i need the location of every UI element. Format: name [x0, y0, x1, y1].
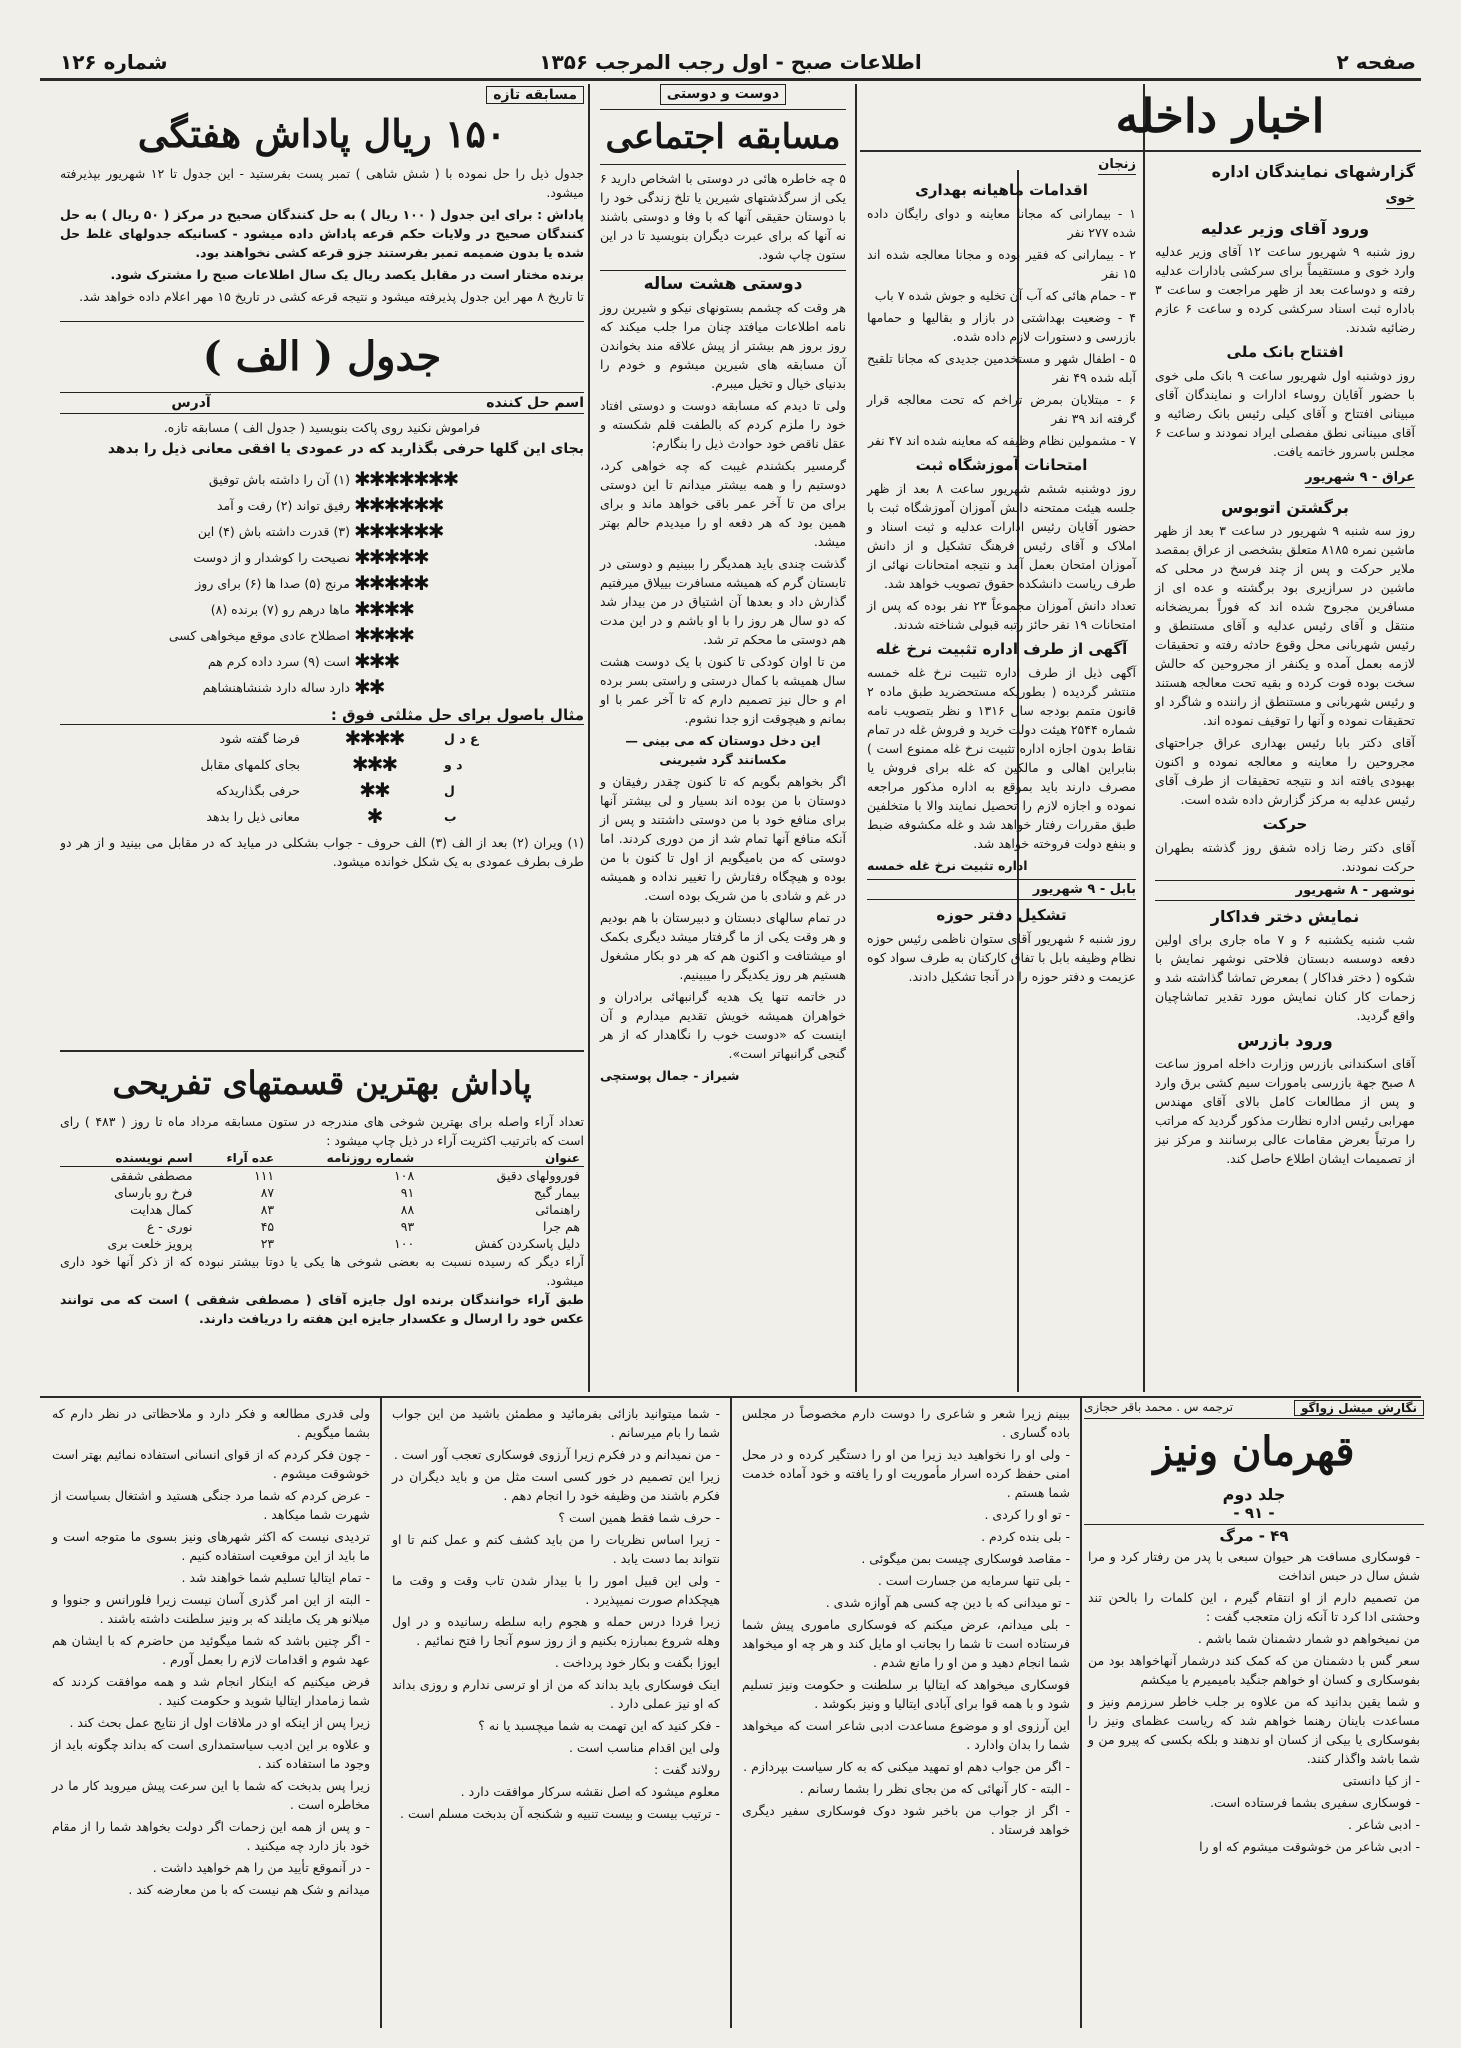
paragraph: - بلی تنها سرمایه من جسارت است . [877, 1573, 1070, 1588]
table-header: عده آراء [197, 1150, 279, 1167]
paragraph-sign: اداره تثبیت نرخ غله خمسه [867, 858, 1028, 873]
city-khoy: خوی [1386, 189, 1415, 209]
table-cell: ۴۵ [260, 1219, 275, 1234]
puzzle-intro-block [60, 164, 584, 309]
table-cell: ۲۳ [260, 1236, 275, 1251]
paragraph: شب شنبه یکشنبه ۶ و ۷ ماه جاری برای اولین دفعه دوسسه دبستان فلاحتی نوشهر نمایش با شکوه ( دختر فداکار ) بمعرض تماشا گذاشته شد و زحمات کار کنان نمایش مورد تقدیر تماشاچیان واقع گردید. [1155, 932, 1415, 1023]
puzzle-clue: مرنج (۵) صدا ها (۶) برای روز [195, 575, 350, 591]
list-item: ۲ - بیمارانی که فقیر بوده و مجانا معالجه شده اند ۱۵ نفر [867, 247, 1136, 281]
paragraph: - اگر از جواب من باخبر شود دوک فوسکاری سفیر دیگری خواهد فرستاد . [742, 1803, 1070, 1837]
paragraph: - حرف شما فقط همین است ؟ [558, 1510, 720, 1525]
puzzle-row [60, 466, 584, 492]
flower-cells: ✱✱✱✱✱ [354, 571, 428, 595]
paragraph: زیرا این تصمیم در خور کسی است مثل من و باید دیگران در فکرم باشند من وظیفه خود را انجام دهم . [392, 1469, 720, 1503]
paragraph: - البته از این امر گذری آسان نیست زیرا فلورانس و جنووا و میلانو هر یک مایلند که بر ونیز سلطنت داشته باشند . [52, 1592, 370, 1626]
paragraph: من نمیخواهم دو شمار دشمنان شما باشم . [1197, 1631, 1420, 1646]
flower-cells: ✱✱✱ [354, 649, 399, 673]
paragraph: ۵ چه خاطره هائی در دوستی با اشخاص دارید ۶ یکی از سرگذشتهای شیرین یا تلخ زندگی خود را با دوستان حقیقی آنها که با وفا و دوستی باشند نه آنها که برای عبرت دیگران بنویسید تا در این ستون چاپ شود. [600, 171, 846, 262]
example-row [60, 803, 584, 829]
example-grid [60, 725, 584, 829]
issue-number: شماره ۱۲۶ [60, 50, 168, 74]
paragraph: تعداد دانش آموزان مجموعاً ۲۳ نفر بوده که پس از امتحانات ۱۹ نفر حائز رتبه قبولی شناخته شدند. [867, 598, 1136, 632]
list-item: ۷ - مشمولین نظام وظیفه که معاینه شده اند ۴۷ نفر [867, 433, 1136, 448]
puzzle-clue: است (۹) سرد داده کرم هم [207, 653, 350, 669]
puzzle-clue: نصیحت را کوشدار و از دوست [193, 549, 350, 565]
flower-cells: ✱✱✱✱✱✱ [354, 519, 443, 543]
paragraph: - بلی میدانم، عرض میکنم که فوسکاری ماموری پیش شما فرستاده است تا شما را بجانب او مایل کند و هر چه او میخواهد شما انجام دهید و من او را مانع شدم . [742, 1617, 1070, 1670]
friendship-title: مسابقه اجتماعی [600, 109, 846, 165]
title-rule [860, 150, 1421, 152]
serial-author: نگارش میشل زواگو [1294, 1400, 1424, 1416]
serial-chapter: ۴۹ - مرگ [1084, 1524, 1424, 1545]
flower-cells: ✱✱✱✱ [344, 726, 404, 750]
flower-cells: ✱✱ [354, 675, 384, 699]
puzzle-clue: رفیق تواند (۲) رفت و آمد [216, 497, 350, 513]
paragraph: - البته - کار آنهائی که من بجای نظر را بشما رسانم . [799, 1781, 1070, 1796]
table-cell: مصطفی شفقی [110, 1168, 193, 1183]
paragraph: - من نمیدانم و در فکرم زیرا آرزوی فوسکاری تعجب آور است . [393, 1447, 720, 1462]
headline-exams: امتحانات آموزشگاه ثبت [915, 456, 1088, 474]
column-rule [855, 84, 857, 1392]
table-cell: پرویز خلعت بری [107, 1236, 193, 1251]
paragraph: - تو او را کردی . [984, 1507, 1070, 1522]
headline-inspector: ورود بازرس [1237, 1031, 1333, 1050]
table-cell: ۱۰۸ [394, 1168, 415, 1183]
paragraph: ولی این اقدام مناسب است . [568, 1740, 720, 1755]
new-contest-tag: مسابقه تازه [486, 86, 584, 104]
headline-grain-notice: آگهی از طرف اداره تثبیت نرخ غله [875, 640, 1128, 658]
list-item: ۴ - وضعیت بهداشتی در بازار و بقالیها و حمامها بازرسی و دستورات لازم داده شده. [867, 310, 1136, 344]
paragraph: ولی قدری مطالعه و فکر دارد و ملاحظاتی در نظر دارم که بشما میگویم . [52, 1406, 370, 1440]
votes-table [60, 1150, 584, 1252]
flower-cells: ✱✱ [359, 778, 389, 802]
section-rule [60, 1050, 584, 1052]
puzzle-title: ۱۵۰ ریال پاداش هفتگی [137, 111, 507, 156]
puzzle-row [60, 622, 584, 648]
table-header: عنوان [418, 1150, 584, 1167]
paragraph: زیرا پس از اینکه او در ملاقات اول از نتایج عمل بحث کند . [69, 1715, 370, 1730]
paragraph: هر وقت که چشمم بستونهای نیکو و شیرین روز نامه اطلاعات میافتد چنان مرا جلب میکند که روز بروز هم بیشتر از پیش علاقه مند بخواندن آن مسابقه های شیرین میشوم و خودم را بدنیای خیال و تخیل میبرم. [600, 300, 846, 391]
paragraph: - ادبی شاعر من خوشوقت میشوم که او را [1199, 1839, 1420, 1854]
table-cell: هم جرا [543, 1219, 580, 1234]
puzzle-row [60, 596, 584, 622]
table-cell: فرخ رو بارسای [114, 1185, 193, 1200]
headline-minister-arrival: ورود آقای وزیر عدلیه [1200, 219, 1370, 238]
table-cell: نوری - ع [146, 1219, 193, 1234]
headline-office: تشکیل دفتر حوزه [936, 906, 1067, 924]
puzzle-row [60, 544, 584, 570]
paragraph: تردیدی نیست که اکثر شهرهای ونیز بسوی ما متوجه است و ما باید از این موقعیت استفاده کنیم . [52, 1529, 370, 1563]
paragraph: آقای دکتر بابا رئیس بهداری عراق جراحتهای مجروحین را معاینه و معالجه نموده و اکنون بهبودی یافته اند و نتیجه تحقیقات از طرف آقای رئیس عدلیه به مرکز گزارش داده شده است. [1155, 735, 1415, 807]
paragraph: و علاوه بر این ادیب سیاستمداری است که بداند چگونه باید از وجود ما استفاده کند . [52, 1737, 370, 1771]
paragraph: در خاتمه تنها یک هدیه گرانبهائی برادران و خواهران همیشه خویش تقدیم میدارم و آن اینست که «دوست خوب را نگاهدار که از هر گنجی گرانبهاتر است». [600, 989, 846, 1061]
paragraph-verse: این دخل دوستان که می بینی — مکسانند گرد شیرینی [625, 733, 821, 767]
puzzle-row [60, 518, 584, 544]
table-cell: ۱۱۱ [253, 1168, 275, 1183]
example-row [60, 751, 584, 777]
table-cell: ۹۱ [400, 1185, 415, 1200]
masthead-title: اطلاعات صبح - اول رجب المرجب ۱۳۵۶ [539, 50, 922, 74]
table-row [60, 1201, 584, 1218]
headline-bank-opening: افتتاح بانک ملی [1226, 343, 1344, 361]
example-clue: فرضا گفته شود [219, 730, 300, 746]
city-arak: عراق - ۹ شهریور [1305, 468, 1415, 488]
paragraph: - چون فکر کردم که از قوای انسانی استفاده نمائیم بهتر است خوشوقت میشوم . [52, 1447, 370, 1481]
paragraph: - ولی او را نخواهید دید زیرا من او را دستگیر کرده و در محل امنی حفظ کرده اسرار مأموریت او را یافته و خود آماده خدمت شما هستم . [742, 1447, 1070, 1500]
example-answer: ل [444, 782, 455, 798]
headline-health-actions: اقدامات ماهیانه بهداری [915, 181, 1088, 199]
table-header: شماره روزنامه [278, 1150, 418, 1167]
paragraph: و شما یقین بدانید که من علاوه بر جلب خاطر سرزمم ونیز و مساعدت باینان رهنما خواهم شد که ریاست عظمای ونیز را بفوسکاری یا بیکی از کسان او ندهند و بلکه بکسی که پیرو من و شما باشد واگذار کنند. [1088, 1694, 1420, 1766]
paragraph: ببینم زیرا شعر و شاعری را دوست دارم مخصوصاً در مجلس باده گساری . [742, 1406, 1070, 1440]
puzzle-clue: دارد ساله دارد شنشاهنشاهم [202, 679, 350, 695]
paragraph: پاداش : برای این جدول ( ۱۰۰ ریال ) به حل کنندگان صحیح در مرکز ( ۵۰ ریال ) به حل کنندگان صحیح در ولایات حکم قرعه پاداش داده میشود - کسانیکه جدولهای غلط حل شده یا بدون ضمیمه تمبر بفرستند جزو قرعه کشی نخواهند بود. [60, 207, 584, 260]
paragraph: - اگر چنین باشد که شما میگوئید من حاضرم که با ایشان هم عهد شوم و اقدامات لازم را بعمل آورم . [52, 1633, 370, 1667]
entertainment-winner: طبق آراء خوانندگان برنده اول جایزه آقای ( مصطفی شفقی ) است که می توانند عکس خود را ارسال و عکسدار جایزه این هفته را دریافت دارند. [60, 1292, 584, 1326]
paragraph: - اگر من جواب دهم او تمهید میکنی که به کار سیاست بپردازم . [743, 1759, 1070, 1774]
serial-text [1084, 1547, 1424, 1859]
section-title-domestic-news: اخبار داخله [1115, 89, 1325, 143]
paragraph: گرمسیر بکشندم غیبت که چه خواهی کرد، دوستیم را و همه بیشتر میدانم تا این دوستی برای من تا آخر عمر باقی خواهد ماند و برای همین بود که هر دفعه او را میدیدم حالم بهتر میشد. [600, 458, 846, 549]
table-alef-title: جدول ( الف ) [60, 321, 584, 392]
serial-number: - ۹۱ - [1233, 1504, 1275, 1522]
puzzle-row [60, 674, 584, 700]
entertainment-title: پاداش بهترین قسمتهای تفریحی [112, 1064, 532, 1102]
paragraph: ولی تا دیدم که مسابقه دوست و دوستی افتاد خود را ملزم کردم که بالطفت قلم شکسته و عقل ناقص خود حوادث ذیل را بنگارم: [600, 398, 846, 451]
paragraph: - بلی بنده کردم . [981, 1529, 1070, 1544]
column-serial [1084, 1400, 1424, 2028]
list-item: ۳ - حمام هائی که آب آن تخلیه و جوش شده ۷ باب [874, 288, 1136, 303]
list-item: ۶ - مبتلایان بمرض تراخم که تحت معالجه قرار گرفته اند ۳۹ نفر [867, 392, 1136, 426]
puzzle-row [60, 492, 584, 518]
paragraph: - مقاصد فوسکاری چیست بمن میگوئی . [861, 1551, 1070, 1566]
paragraph: روز دوشنبه ششم شهریور ساعت ۸ بعد از ظهر جلسه هیئت ممتحنه دانش آموزان آموزشگاه ثبت با حضور آقایان رئیس ادارات عدلیه و ثبت اسناد و املاک و آقای رئیس فرهنگ تشکیل و از دانش آموزان امتحان بعمل آمد و نتیجه امتحانات نهائی از طرف ریاست دانشکده حقوق تصویب خواهد شد. [867, 481, 1136, 591]
example-clue: حرفی بگذاریدکه [215, 782, 300, 798]
city-nowshahr: نوشهر - ۸ شهریور [1155, 880, 1415, 901]
column-serial-3 [384, 1404, 728, 2024]
paragraph: جدول ذیل را حل نموده با ( شش شاهی ) تمبر پست بفرستید - این جدول تا ۱۲ شهریور بپذیرفته میشود. [60, 166, 584, 200]
example-clue: بجای کلمهای مقابل [200, 756, 300, 772]
puzzle-row [60, 570, 584, 596]
reports-header: گزارشهای نمایندگان اداره [1211, 162, 1415, 181]
flower-cells: ✱✱✱✱ [354, 597, 414, 621]
example-clue: معانی ذیل را بدهد [206, 808, 300, 824]
puzzle-row [60, 648, 584, 674]
example-title: مثال باصول برای حل مثلثی فوق : [60, 706, 584, 725]
paragraph: فراموش نکنید روی پاکت بنویسید ( جدول الف ) مسابقه تازه. [163, 420, 481, 435]
entertainment-note: آراء دیگر که رسیده نسبت به بعضی شوخی ها یکی یا دوتا بیشتر نبوده که از ذکر آنها خود داری میشود. [60, 1254, 584, 1288]
paragraph: - فوسکاری مسافت هر حیوان سبعی با پدر من رفتار کرد و مرا شش سال در حبس انداخت [1088, 1549, 1420, 1583]
table-cell: فوروولهای دقیق [496, 1168, 580, 1183]
paragraph: من تا اوان کودکی تا کنون با یک دوست هشت سال همیشه با کمال درستی و راستی بسر برده ام و حال نیز تصمیم دارم که تا آخر عمر با او بمانم و هیچوقت ازو جدا نشوم. [600, 654, 846, 726]
headline-eight-year: دوستی هشت ساله [600, 270, 846, 294]
table-cell: دلیل پاسکردن کفش [474, 1236, 580, 1251]
list-item: ۵ - اطفال شهر و مستخدمین جدیدی که مجانا تلقیح آبله شده ۴۹ نفر [867, 351, 1136, 385]
list-item: ۱ - بیمارانی که مجانا معاینه و دوای رایگان داده شده ۲۷۷ نفر [867, 206, 1136, 240]
paragraph: گذشت چندی باید همدیگر را ببینیم و دوستی در تابستان گرم که همیشه مسافرت بییلاق میرفتیم گذارش داد و بعدها آن اشتیاق در من بیدار شد که دو سال هر روز را با او باشم و در این مدت هم دوستی ما محکم تر شد. [600, 556, 846, 647]
column-puzzle [60, 84, 584, 1084]
paragraph: روز دوشنبه اول شهریور ساعت ۹ بانک ملی خوی با حضور آقایان روساء ادارات و نمایندگان آقای مبینانی افتتاح و آقای کیلی رئیس بانک رضائیه و آقای مبینانی نطق مفصلی ایراد نمودند و ساعت ۶ مجلس باسرور خاتمه یافت. [1155, 368, 1415, 459]
paragraph: در تمام سالهای دبستان و دبیرستان با هم بودیم و هر وقت یکی از ما گرفتار میشد دیگری بکمک او میشتافت و اکنون هم که هر دو بکار مشغول هستیم هر روز یکدیگر را میبینیم. [600, 910, 846, 982]
paragraph: آقای دکتر رضا زاده شفق روز گذشته بطهران حرکت نمودند. [1155, 840, 1415, 874]
paragraph: رولاند گفت : [654, 1762, 720, 1777]
example-answer: ب [444, 808, 457, 824]
city-zanjan: زنجان [1098, 155, 1136, 175]
table-row [60, 1235, 584, 1252]
paragraph: روز شنبه ۹ شهریور ساعت ۱۲ آقای وزیر عدلیه وارد خوی و مستقیماً برای سرکشی بادارات عدلیه رفته و دوساعت بعد از ظهر مراجعت و ساعت ۳ باداره ثبت اسناد سرکشی کرده و ساعت ۶ عازم رضائیه شدند. [1155, 244, 1415, 335]
paragraph: فرض میکنیم که اینکار انجام شد و همه موافقت کردند که شما زمامدار ایتالیا شوید و حکومت کنید . [52, 1674, 370, 1708]
paragraph: روز شنبه ۶ شهریور آقای ستوان ناظمی رئیس حوزه نظام وظیفه بابل با تفاق کارکنان به طرف سواد کوه عزیمت و دفتر حوزه را در آنجا تشکیل دادند. [867, 931, 1137, 984]
paragraph: - فوسکاری سفیری بشما فرستاده است. [1210, 1795, 1420, 1810]
puzzle-clue: ماها درهم رو (۷) برنده (۸) [210, 601, 350, 617]
address-label: آدرس [171, 395, 211, 411]
paragraph: آگهی ذیل از طرف اداره تثبیت نرخ غله خمسه منتشر گردیده ( بطوریکه مستحضرید طبق ماده ۲ قانون متمم بودجه سال ۱۳۱۶ و نظر بتصویب نامه شماره ۲۵۴۴ هیئت دولت خرید و فروش غله در تمام نقاط بدون اجازه اداره تثبیت نرخ غله ممنوع است ) بنابراین اهالی و مالکین که غله برای فروش یا مصرف دارند باید بموقع به اداره مذکور مراجعه نموده و اجازه لازم را تحصیل نمایند والا با متخلفین طبق مقررات رفتار خواهد شد و غله مکشوفه ضبط و بنفع دولت فروخته خواهد شد. [867, 665, 1137, 851]
paragraph: - زیرا اساس نظریات را من باید کشف کنم و عمل کنم تا او نتواند بما دست یابد . [392, 1532, 720, 1566]
table-cell: ۸۳ [260, 1202, 275, 1217]
table-cell: ۱۰۰ [394, 1236, 415, 1251]
paragraph: این آرزوی او و موضوع مساعدت ادبی شاعر است که میخواهد شما را بدان وادارد . [742, 1718, 1070, 1752]
paragraph: - فکر کنید که این تهمت به شما میچسبد یا نه ؟ [478, 1718, 720, 1733]
paragraph: فوسکاری میخواهد که ایتالیا بر سلطنت و حکومت ونیز تسلیم شود و با همه قوا برای آبادی ایتالیا و ونیز بکوشد . [742, 1677, 1070, 1711]
paragraph: اگر بخواهم بگویم که تا کنون چقدر رفیقان و دوستان با من بوده اند بسیار و لی بیشتر آنها برای منافع خود با من دوستی داشتند و پس از آنکه منافع آنها تمام شد از من دوری کردند. اما دوستی که من بامیگویم از اول تا کنون با من بوده و هیچگاه رفتارش را تغییر نداده و همیشه در غم و شادی با من شریک بوده است. [600, 774, 846, 903]
paragraph: - تمام ایتالیا تسلیم شما خواهند شد . [181, 1570, 370, 1585]
entertainment-intro: تعداد آراء واصله برای بهترین شوخی های مندرجه در ستون مسابقه مرداد ماه تا روز ( ۴۸۳ ) رای است که باترتیب اکثریت آراء در ذیل چاپ میشود : [60, 1114, 584, 1148]
paragraph: سعر گس با دشمنان من که کمک کند درشمار آنهاخواهد بود من بفوسکاری و کسان او خواهم جنگید بامیمیرم یا میکشم [1088, 1653, 1420, 1687]
serial-volume: جلد دوم [1222, 1485, 1286, 1504]
page-number: صفحه ۲ [1336, 50, 1416, 74]
serial-title: قهرمان ونیز [1153, 1428, 1355, 1475]
example-answer: ع د ل [444, 730, 479, 746]
paragraph: - در آنموقع تأیید من را هم خواهید داشت . [152, 1860, 370, 1875]
table-cell: کمال هدایت [130, 1202, 193, 1217]
friendship-tag: دوست و دوستی [660, 84, 786, 105]
headline-play: نمایش دختر فداکار [1210, 907, 1360, 926]
paragraph: - شما میتوانید بازائی بفرمائید و مطمئن باشید من این جواب شما را بام میرسانم . [392, 1406, 720, 1440]
column-domestic [1147, 156, 1423, 1394]
puzzle-grid [60, 466, 584, 700]
paragraph: - ولی این قبیل امور را با بیدار شدن تاب وقت و وقت ما هیچکدام صورت نمیپذیرد . [392, 1573, 720, 1607]
puzzle-clue: (۱) آن را داشته باش توفیق [208, 471, 350, 487]
flower-cells: ✱✱✱ [351, 752, 397, 776]
flower-cells: ✱ [366, 804, 382, 828]
paragraph: آقای اسکندانی بازرس وزارت داخله امروز ساعت ۸ صبح جهة بازرسی بامورات سیم کشی برق وارد و پس از مطالعات کامل بالای آقای مهندس مهرابی رئیس اداره نظارت مذکور گردید که مراتب را مرتباً بعرض مقامات عالی برسانند و مرکز نیز از تصمیمات ایشان اطلاع حاصل کند. [1155, 1056, 1415, 1166]
column-rule [588, 84, 590, 1392]
flower-cells: ✱✱✱✱✱ [354, 545, 428, 569]
puzzle-instructions [60, 414, 584, 466]
table-header: اسم نویسنده [60, 1150, 197, 1167]
column-zanjan [859, 154, 1144, 1394]
column-rule [1080, 1398, 1082, 2028]
table-row [60, 1167, 584, 1185]
flower-cells: ✱✱✱✱✱✱ [354, 493, 443, 517]
example-note: (۱) ویران (۲) بعد از الف (۳) الف حروف - جواب بشکلی در میاید که در مقابل می بینید و از هر دو طرف بطرف عمودی به یک شکل خوانده میشود. [60, 835, 584, 869]
headline-bus-accident: برگشتن اتوبوس [1221, 498, 1349, 517]
serial-translator: ترجمه س . محمد باقر حجازی [1084, 1400, 1234, 1414]
paragraph: من تصمیم دارم از او انتقام گیرم ، این کلمات را بالحن تند وحشتی ادا کرد تا آنکه زان متعجب گفت : [1088, 1590, 1420, 1624]
column-rule [380, 1398, 382, 2028]
paragraph: برنده مختار است در مقابل یکصد ریال یک سال اطلاعات صبح را مشترک شود. [110, 267, 584, 282]
flower-cells: ✱✱✱✱✱✱✱ [354, 467, 458, 491]
city-babol: بابل - ۹ شهریور [867, 879, 1136, 900]
paragraph: - ترتیب بیست و بیست تنبیه و شکنجه آن بدبخت مسلم است . [400, 1806, 720, 1821]
table-cell: ۸۸ [400, 1202, 415, 1217]
paragraph: روز سه شنبه ۹ شهریور در ساعت ۳ بعد از ظهر ماشین نمره ۸۱۸۵ متعلق بشخصی از عراق بمقصد ملایر حرکت و پس از چند فرسخ در محلی که ماشین در سرازیری بود برگشته و عده ای از مسافرین مجروح شده اند که فوراً بمریضخانه منتقل و آقای رئیس عدلیه و آقای مستنطق و رئیس شهربانی محل وقوع حادثه رفته و تحقیقات لازمه بعمل آمده و یکنفر از مجروحین که حالش سخت بوده فوت کرده و بقیه تحت معالجه هستند و رئیس شهربانی و مستنطق از راننده و شاگرد او تحقیقات نموده و آنها را توقیف نموده اند. [1155, 523, 1415, 728]
column-prize-entertainment [60, 1054, 584, 1394]
author-sign: شیراز - جمال پوستچی [600, 1068, 740, 1083]
paragraph: اینک فوسکاری باید بداند که من از او ترسی ندارم و روزی بداند که او نیز عملی دارد . [392, 1677, 720, 1711]
paragraph: - عرض کردم که شما مرد جنگی هستید و اشتغال بسیاست از شهرت شما میکاهد . [52, 1488, 370, 1522]
paragraph: میدانم و شک هم نیست که با من معارضه کند . [128, 1882, 370, 1897]
table-cell: راهنمائی [535, 1202, 580, 1217]
solver-name-label: اسم حل کننده [486, 395, 584, 411]
puzzle-clue: اصطلاح عادی موقع میخواهی کسی [168, 627, 350, 643]
flower-cells: ✱✱✱✱ [354, 623, 414, 647]
masthead-rule [40, 78, 1421, 81]
column-serial-4 [44, 1404, 378, 2024]
paragraph: زیرا فردا درس حمله و هجوم رابه سلطه رسانیده و در اول وهله شروع بمبارزه بکنیم و از روز سوم آنجا را فتح نمائیم . [392, 1614, 720, 1648]
table-row [60, 1218, 584, 1235]
table-row [60, 1184, 584, 1201]
example-answer: د و [444, 756, 463, 772]
column-friendship [592, 84, 854, 1394]
example-row [60, 725, 584, 751]
headline-departure: حرکت [1262, 815, 1308, 833]
example-row [60, 777, 584, 803]
paragraph: ایوزا بگفت و بکار خود پرداخت . [554, 1655, 720, 1670]
paragraph: معلوم میشود که اصل نقشه سرکار موافقت دارد . [460, 1784, 720, 1799]
table-cell: ۸۷ [260, 1185, 275, 1200]
table-cell: بیمار گیج [533, 1185, 580, 1200]
paragraph: - ادبی شاعر . [1348, 1817, 1420, 1832]
paragraph: زیرا پس بدبخت که شما با این سرعت پیش میروید کار ما در مخاطره است . [52, 1778, 370, 1812]
paragraph: - تو میدانی که با دین چه کسی هم آوازه شدی . [825, 1595, 1070, 1610]
paragraph: - و پس از همه این زحمات اگر دولت بخواهد شما را از مقام خود باز دارد چه میکنید . [52, 1819, 370, 1853]
paragraph: - از کیا دانستی [1342, 1773, 1420, 1788]
paragraph: بجای این گلها حرفی بگذارید که در عمودی یا افقی معانی ذیل را بدهد [107, 441, 584, 457]
table-cell: ۹۳ [400, 1219, 415, 1234]
paragraph: تا تاریخ ۸ مهر این جدول پذیرفته میشود و نتیجه قرعه کشی در تاریخ ۱۵ مهر اعلام داده خواهد شد. [79, 289, 584, 304]
puzzle-clue: (۳) قدرت داشته باش (۴) این [197, 523, 350, 539]
column-rule [730, 1398, 732, 2028]
column-serial-2 [734, 1404, 1078, 2024]
